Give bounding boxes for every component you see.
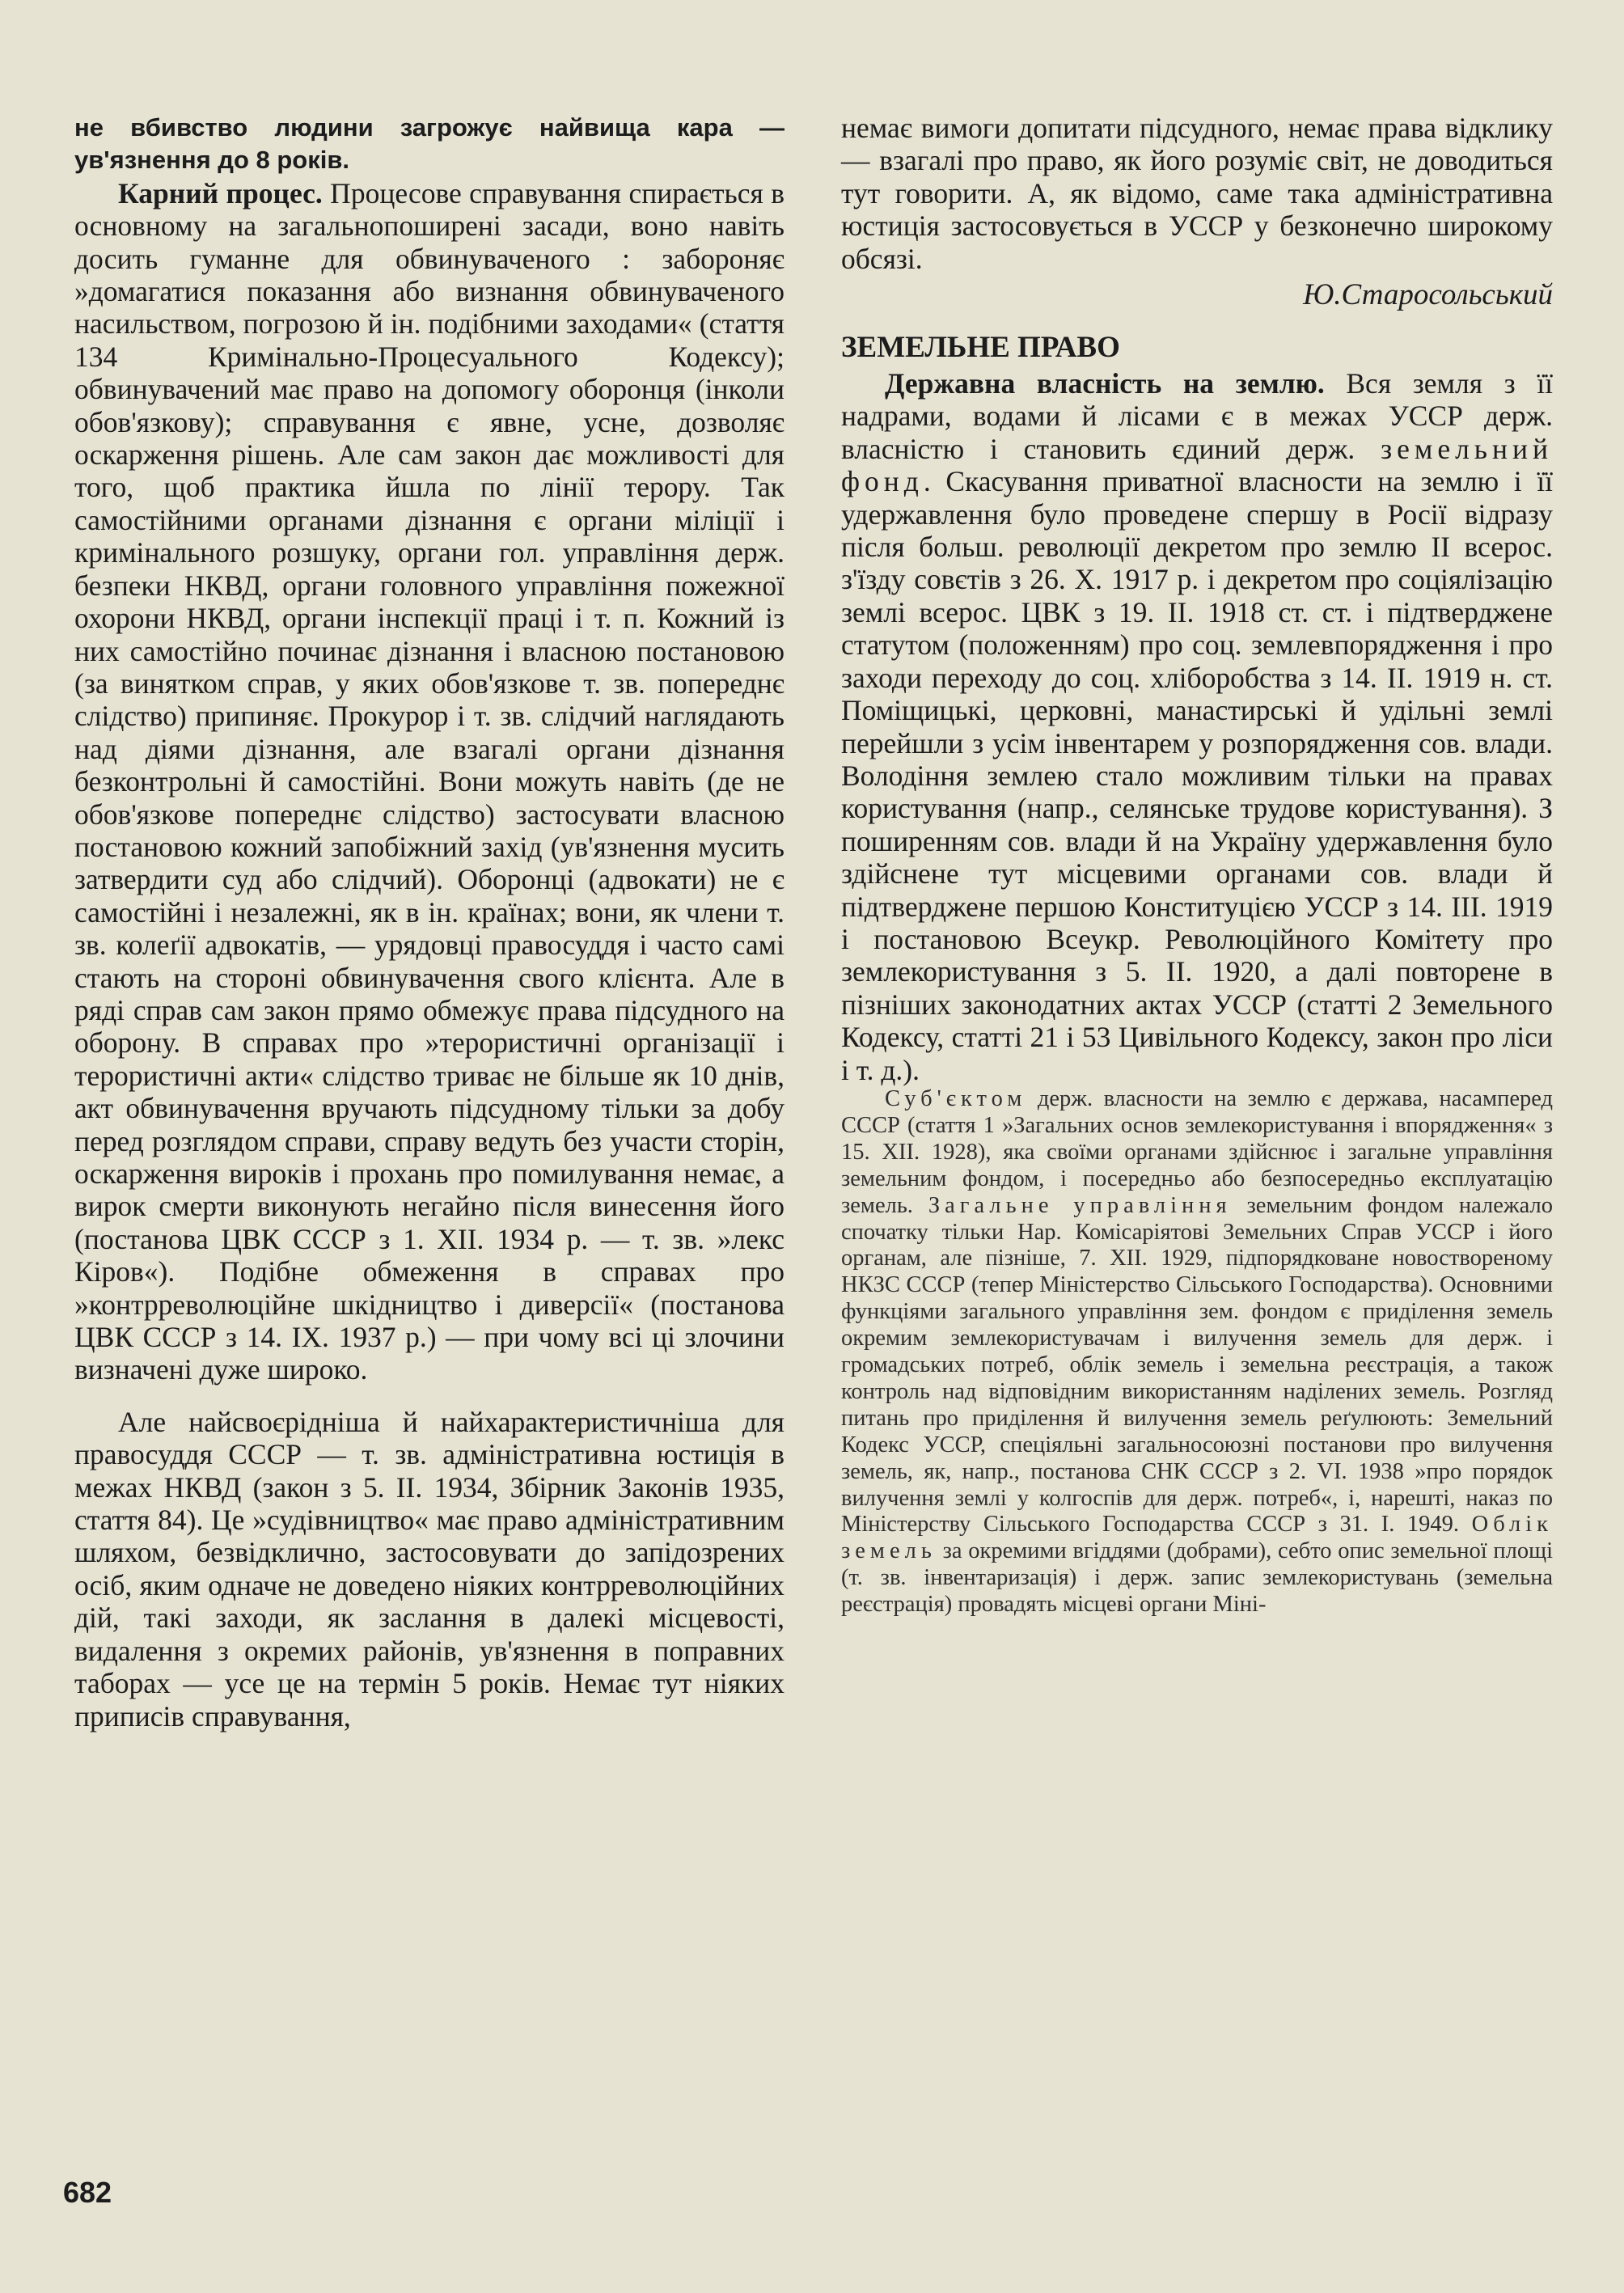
paragraph-text-b: земельним фондом належало спочатку тільки Нар. Комісаріятові Земельних Справ УССР і його органам, але пізніше, 7. XII. 1929, підпорядковане новоствореному НКЗС СССР (тепер Міністерство Сільського Господарства). Основними функціями загального управління зем. фондом є приділення земель окремим землекористувачам і вилучення земель для держ. і громадських потреб, облік земель і земельна реєстрація, а також контроль над відповідним використанням наділених земель. Розгляд питань про приділення й вилучення земель реґулюють: Земельний Кодекс УССР, спеціяльні загальносоюзні постанови про вилучення земель, як, напр., постанова СНК СССР з 2. VI. 1938 »про порядок вилучення землі у колгоспів для держ. потреб«, і, нарешті, наказ по Міністерству Сільського Господарства СССР з 31. I. 1949.: [841, 1192, 1553, 1538]
paragraph-continued: немає вимоги допитати підсудного, немає права відклику — взагалі про право, як його розуміє світ, не доводиться тут говорити. А, як відомо, саме така адміністративна юстиція застосовується в УССР у безконечно широкому обсязі.: [841, 112, 1553, 275]
paragraph-opening: не вбивство людини загрожує найвища кара — ув'язнення до 8 років.: [74, 113, 785, 175]
paragraph-administrative-justice: Але найсвоєрідніша й найхарактеристичніша для правосуддя СССР — т. зв. адміністративна юстиція в межах НКВД (закон з 5. II. 1934, Збірник Законів 1935, стаття 84). Це »судівництво« має право адміністративним шляхом, безвідклично, застосовувати до запідозрених осіб, яким одначе не доведено ніяких контрреволюційних дій, такі заходи, як заслання в далекі місцевості, видалення з окремих районів, ув'язнення в поправних таборах — усе це на термін 5 років. Немає тут ніяких приписів справування,: [74, 1405, 785, 1732]
paragraph-text-b: . Скасування приватної власности на землю і її удержавлення було проведене спершу в Росії відразу після больш. революції декретом про землю II всерос. з'їзду совєтів з 26. X. 1917 р. і декретом про соціялізацію землі всерос. ЦВК з 19. II. 1918 ст. ст. і підтверджене статутом (положенням) про соц. землевпорядження і про заходи переходу до соц. хліборобства з 14. II. 1919 н. ст. Поміщицькі, церковні, манастирські й удільні землі перейшли з усім інвентарем у розпорядження сов. влади. Володіння землею стало можливим тільки на правах користування (напр., селянське трудове користування). З поширенням сов. влади й на Україну удержавлення було здійснене тут місцевими органами сов. влади й підтверджене першою Конституцією УССР з 14. III. 1919 і постановою Всеукр. Революційного Комітету про землекористування з 5. II. 1920, а далі повторене в пізніших законодатних актах УССР (статті 2 Земельного Кодексу, статті 21 і 53 Цивільного Кодексу, закон про ліси і т. д.).: [841, 465, 1553, 1086]
spaced-term: земельний фонд: [841, 432, 1553, 498]
paragraph-text-a: Вся земля з її надрами, водами й лісами є в межах УССР держ. власністю і становить єдиний держ.: [841, 367, 1553, 465]
right-column: [841, 112, 1553, 1618]
paragraph-gap: [74, 1386, 785, 1406]
paragraph-state-land-ownership: [841, 367, 1553, 1086]
section-title: ЗЕМЕЛЬНЕ ПРАВО: [841, 331, 1120, 365]
left-column: [74, 112, 785, 1732]
paragraph-text: Процесове справування спирається в основному на загальнопоширені засади, воно навіть досить гуманне для обвинуваченого : забороняє »домагатися показання або визнання обвинуваченого насильством, погрозою й ін. подібними заходами« (стаття 134 Кримінально-Процесуального Кодексу); обвинувачений має право на допомогу оборонця (інколи обов'язкову); справування є явне, усне, дозволяє оскарження рішень. Але сам закон дає можливості для того, щоб практика йшла по лінії терору. Так самостійними органами дізнання є органи міліції і кримінального розшуку, органи гол. управління держ. безпеки НКВД, органи головного управління пожежної охорони НКВД, органи інспекції праці і т. п. Кожний із них самостійно починає дізнання і власною постановою (за винятком справ, у яких обов'язкове т. зв. попереднє слідство) припиняє. Прокурор і т. зв. слідчий наглядають над діями дізнання, але взагалі органи дізнання безконтрольні й самостійні. Вони можуть навіть (де не обов'язкове попереднє слідство) застосувати власною постановою кожний запобіжний захід (ув'язнення мусить затвердити суд або слідчий). Оборонці (адвокати) не є самостійні і незалежні, як в ін. країнах; вони, як члени т. зв. колеґії адвокатів, — урядовці правосуддя і часто самі стають на стороні обвинувачення свого клієнта. Але в ряді справ сам закон прямо обмежує права підсудного на оборону. В справах про »терористичні організації і терористичні акти« слідство триває не більше як 10 днів, акт обвинувачення вручають підсудному тільки за добу перед розглядом справи, справу ведуть без участи сторін, оскарження вироків і прохань про помилування немає, а вирок смерти виконують негайно після винесення його (постанова ЦВК СССР з 1. XII. 1934 р. — т. зв. »лекс Кіров«). Подібне обмеження в справах про »контрреволюційне шкідництво і диверсії« (постанова ЦВК СССР з 14. IX. 1937 р.) — при чому всі ці злочини визначені дуже широко.: [74, 176, 785, 1386]
spaced-term: Суб'єктом: [885, 1085, 1027, 1111]
paragraph-criminal-process: [74, 177, 785, 1386]
run-in-heading: Державна власність на землю.: [885, 367, 1325, 400]
page-number: 682: [63, 2176, 112, 2209]
run-in-heading: Карний процес.: [118, 176, 323, 209]
author-signature: Ю.Старосольський: [1303, 278, 1553, 312]
spaced-term: Облік земель: [841, 1512, 1553, 1564]
paragraph-small-print: [841, 1086, 1553, 1618]
paragraph-text-c: за окремими вгіддями (добрами), себто опис земельної площі (т. зв. інвентаризація) і держ. запис землекористувань (земельна реєстрація) провадять місцеві органи Міні-: [841, 1538, 1553, 1618]
spaced-term: Загальне управління: [928, 1192, 1232, 1218]
paragraph-text-a: держ. власности на землю є держава, насамперед СССР (стаття 1 »Загальних основ землекористування і впорядження« з 15. XII. 1928), яка своїми органами здійснює і загальне управління земельним фондом, і посередньо або безпосередньо експлуатацію земель.: [841, 1085, 1553, 1218]
